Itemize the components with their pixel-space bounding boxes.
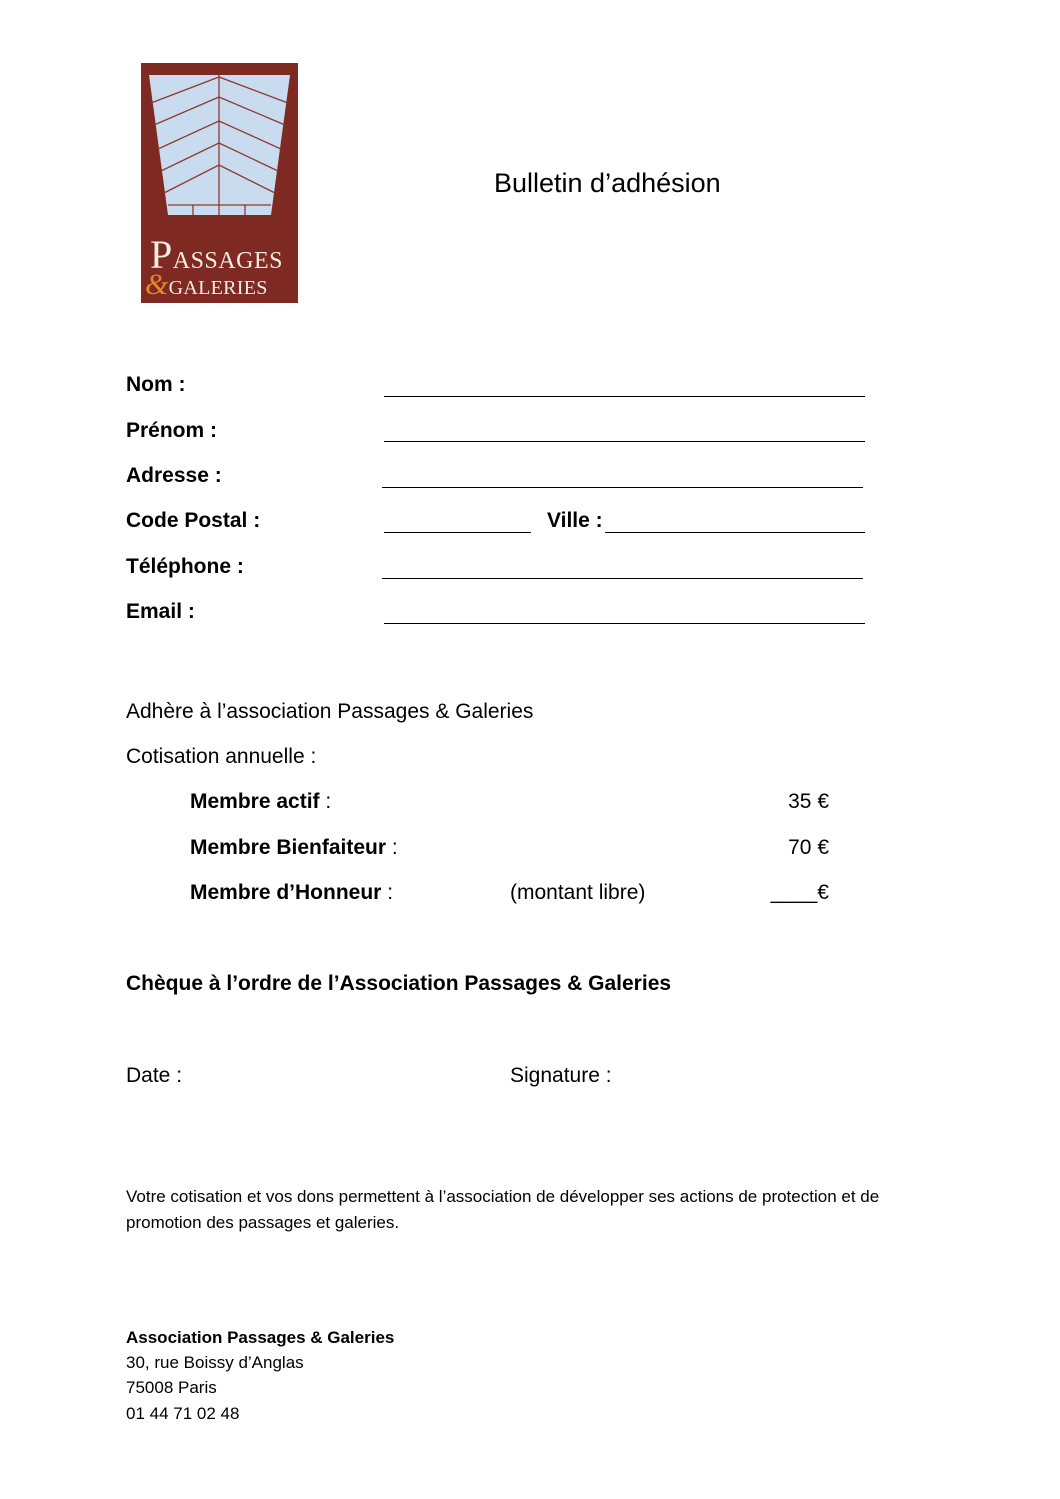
footer-org-name: Association Passages & Galeries	[126, 1328, 395, 1347]
cotisation-label: Cotisation annuelle :	[126, 745, 317, 768]
adhesion-statement: Adhère à l’association Passages & Galeries	[126, 700, 534, 723]
email-field[interactable]	[384, 623, 865, 624]
membership-option-honneur: Membre d’Honneur :	[190, 881, 394, 904]
signature-label: Signature :	[510, 1064, 612, 1087]
amount-honneur[interactable]: ____€	[770, 881, 829, 904]
telephone-field[interactable]	[382, 578, 863, 579]
page-title: Bulletin d’adhésion	[494, 168, 721, 198]
amount-bienfaiteur: 70 €	[788, 836, 829, 859]
adresse-field[interactable]	[382, 487, 863, 488]
code-postal-field[interactable]	[384, 532, 531, 533]
membership-option-actif: Membre actif :	[190, 790, 332, 813]
code-postal-label: Code Postal :	[126, 509, 261, 532]
cheque-instruction: Chèque à l’ordre de l’Association Passages & Galeries	[126, 972, 672, 995]
amount-note-honneur: (montant libre)	[510, 881, 646, 904]
nom-label: Nom :	[126, 373, 186, 396]
prenom-label: Prénom :	[126, 419, 218, 442]
logo-text-galeries: &GALERIES	[145, 268, 268, 301]
date-label: Date :	[126, 1064, 183, 1087]
telephone-label: Téléphone :	[126, 555, 244, 578]
footer-phone: 01 44 71 02 48	[126, 1404, 240, 1423]
email-label: Email :	[126, 600, 195, 623]
contribution-note: Votre cotisation et vos dons permettent à l’association de développer ses actions de protection et de promotion des passages et galeries.	[126, 1187, 880, 1232]
footer-city: 75008 Paris	[126, 1378, 217, 1397]
adresse-label: Adresse :	[126, 464, 222, 487]
passages-galeries-logo	[141, 63, 298, 303]
footer-street: 30, rue Boissy d’Anglas	[126, 1353, 304, 1372]
prenom-field[interactable]	[384, 441, 865, 442]
amount-actif: 35 €	[788, 790, 829, 813]
nom-field[interactable]	[384, 396, 865, 397]
logo-text-passages: PASSAGES	[150, 232, 283, 277]
ville-label: Ville :	[547, 509, 603, 532]
membership-option-bienfaiteur: Membre Bienfaiteur :	[190, 836, 398, 859]
ville-field[interactable]	[605, 532, 865, 533]
